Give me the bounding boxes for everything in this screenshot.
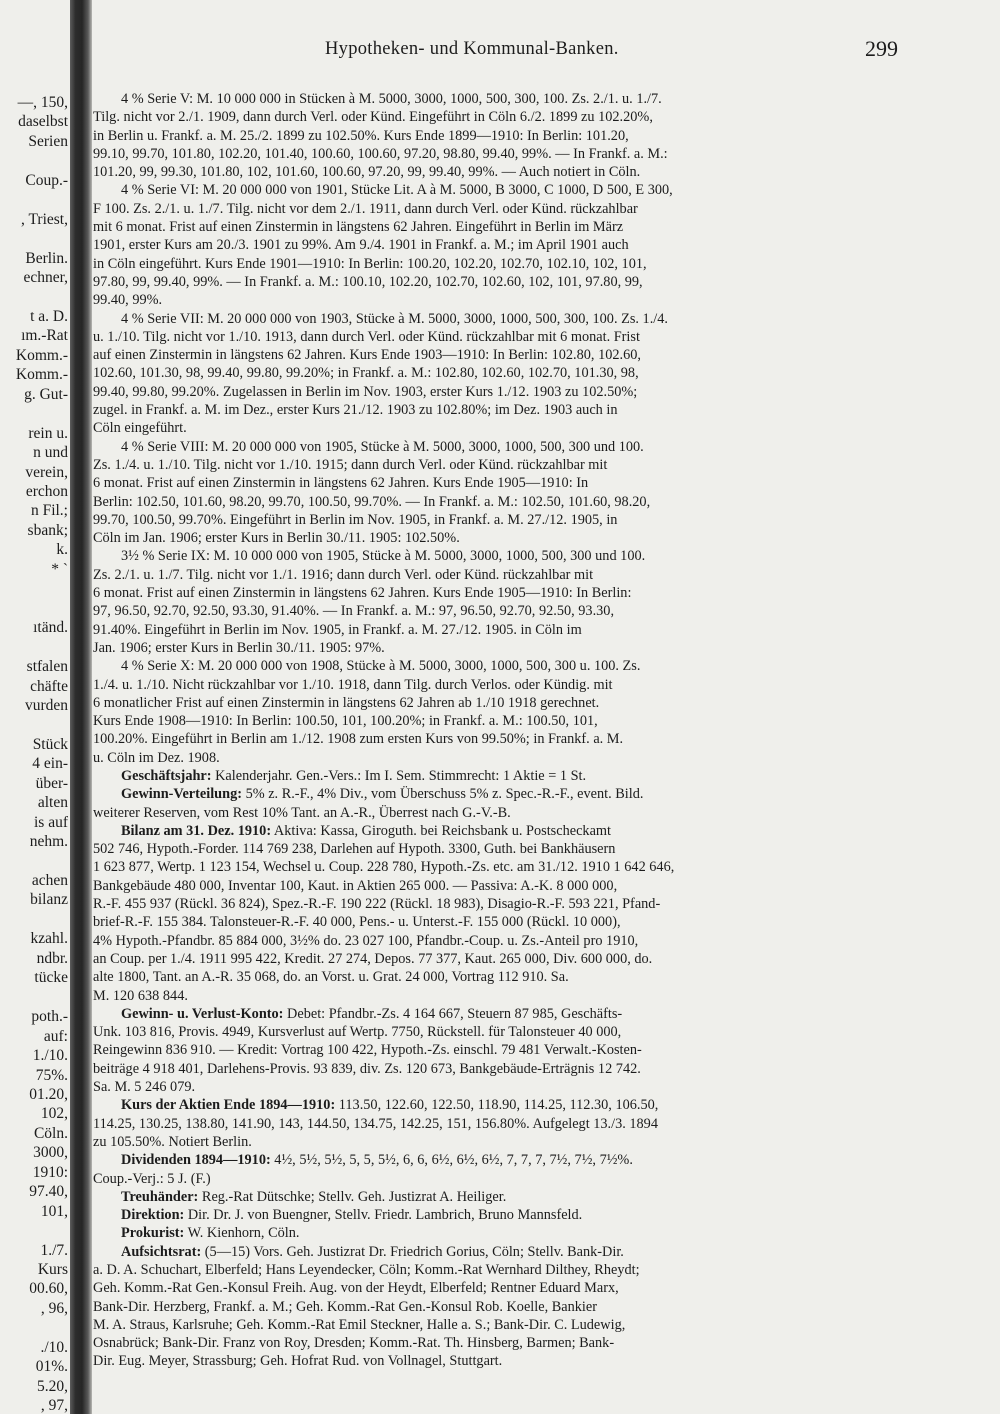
facing-page-line — [0, 909, 68, 930]
text-line: 4 % Serie VII: M. 20 000 000 von 1903, Stücke à M. 5000, 3000, 1000, 500, 300, 100. Zs. 1./4. — [121, 310, 668, 327]
text-line: Reingewinn 836 910. — Kredit: Vortrag 100 422, Hypoth.-Zs. einschl. 79 481 Verwalt.-Kosten- — [93, 1042, 642, 1059]
text-line: 99.40, 99%. — [93, 292, 163, 309]
facing-page-line: , 97, — [40, 1397, 68, 1414]
facing-page-line: 102, — [40, 1105, 68, 1123]
facing-page-line: Komm.- — [15, 346, 68, 364]
facing-page-line: nehm. — [29, 833, 68, 851]
text-line: Bilanz am 31. Dez. 1910: Aktiva: Kassa, Giroguth. bei Reichsbank u. Postscheckamt — [121, 822, 612, 839]
text-line: brief-R.-F. 155 384. Talonsteuer-R.-F. 40 000, Pens.- u. Unterst.-F. 155 000 (Rückl. 10 000), — [93, 914, 621, 931]
text-line: Geschäftsjahr: Kalenderjahr. Gen.-Vers.: Im I. Sem. Stimmrecht: 1 Aktie = 1 St. — [121, 767, 587, 784]
facing-page-line: auf: — [43, 1027, 68, 1045]
text-line: Prokurist: W. Kienhorn, Cöln. — [121, 1225, 300, 1242]
text-line: Dir. Eug. Meyer, Strassburg; Geh. Hofrat Rud. von Vollnagel, Stuttgart. — [93, 1353, 503, 1370]
text-line: 99.70, 100.50, 99.70%. Eingeführt in Berlin im Nov. 1905, in Frankf. a. M. 27./12. 1905, in — [93, 511, 618, 528]
facing-page-line: Cöln. — [33, 1124, 68, 1142]
text-line: zu 105.50%. Notiert Berlin. — [93, 1133, 252, 1150]
facing-page-line: chäfte — [30, 677, 68, 695]
text-line: zugel. in Frankf. a. M. im Dez., erster Kurs 21./12. 1903 zu 102.80%; im Dez. 1903 auch in — [93, 402, 618, 419]
text-line: 3½ % Serie IX: M. 10 000 000 von 1905, Stücke à M. 5000, 3000, 1000, 500, 300 und 100. — [121, 548, 646, 565]
facing-page-line: Stück — [32, 735, 68, 753]
body-text — [93, 90, 907, 1371]
text-line: 4 % Serie X: M. 20 000 000 von 1908, Stücke à M. 5000, 3000, 1000, 500, 300 u. 100. Zs. — [121, 658, 641, 675]
text-line: 100.20%. Eingeführt in Berlin am 1./12. 1908 zum ersten Kurs von 99.50%; in Frankf. a. M. — [93, 731, 624, 748]
running-title: Hypotheken- und Kommunal-Banken. — [325, 39, 619, 59]
binding-gutter — [70, 0, 92, 1414]
text-line: 6 monat. Frist auf einen Zinstermin in längstens 62 Jahren. Kurs Ende 1905—1910: In Berlin: — [93, 585, 632, 602]
text-line: Kurs der Aktien Ende 1894—1910: 113.50, 122.60, 122.50, 118.90, 114.25, 112.30, 106.50, — [121, 1097, 659, 1114]
facing-page-line — [0, 228, 68, 249]
text-line: Geh. Komm.-Rat Gen.-Konsul Freih. Aug. von der Heydt, Elberfeld; Rentner Eduard Marx, — [93, 1280, 619, 1297]
text-line: a. D. A. Schuchart, Elberfeld; Hans Leyendecker, Cöln; Komm.-Rat Wernhard Dilthey, Rheydt; — [93, 1262, 640, 1278]
facing-page-line: —, 150, — [17, 94, 68, 111]
facing-page-line: Kurs — [37, 1261, 68, 1278]
facing-page-line: ./10. — [40, 1338, 68, 1356]
facing-page-line: daselbst — [18, 113, 68, 131]
text-line: Jan. 1906; erster Kurs in Berlin 30./11. 1905: 97%. — [93, 639, 385, 656]
facing-page-line: 5.20, — [37, 1377, 68, 1395]
text-line: 4% Hypoth.-Pfandbr. 85 884 000, 3½% do. 23 027 100, Pfandbr.-Coup. u. Zs.-Anteil pro 1910, — [93, 932, 639, 949]
facing-page-line — [0, 578, 68, 599]
facing-page-line: kzahl. — [30, 930, 68, 948]
text-line: an Coup. per 1./4. 1911 995 422, Kredit. 27 274, Depos. 77 377, Kaut. 265 000, Div. 600 000, do. — [93, 950, 653, 967]
text-line: F 100. Zs. 2./1. u. 1./7. Tilg. nicht vor dem 2./1. 1911, dann durch Verl. oder Künd. rückzahlbar — [93, 200, 638, 217]
text-line: 91.40%. Eingeführt in Berlin im Nov. 1905, in Frankf. a. M. 27./12. 1905. in Cöln im — [93, 621, 582, 638]
facing-page-line: 3000, — [33, 1144, 68, 1162]
text-line: 6 monat. Frist auf einen Zinstermin in längstens 62 Jahren. Kurs Ende 1905—1910: In — [93, 475, 589, 492]
text-line: 97.80, 99, 99.40, 99%. — In Frankf. a. M.: 100.10, 102.20, 102.70, 102.60, 102, 101, 97.80, 99, — [93, 273, 643, 290]
text-line: Dividenden 1894—1910: 4½, 5½, 5½, 5, 5, 5½, 6, 6, 6½, 6½, 6½, 7, 7, 7, 7½, 7½, 7½%. — [121, 1152, 633, 1169]
facing-page-line: 1910: — [32, 1163, 68, 1181]
facing-page-line — [0, 851, 68, 872]
facing-page-line: 1./7. — [40, 1241, 68, 1259]
text-line: 102.60, 101.30, 98, 99.40, 99.80, 99.20%; in Frankf. a. M.: 102.80, 102.60, 102.70, 101.30, 98, — [93, 365, 639, 382]
text-line: Aufsichtsrat: (5—15) Vors. Geh. Justizrat Dr. Friedrich Gorius, Cöln; Stellv. Bank-Dir. — [121, 1243, 624, 1260]
facing-page-line: 01.20, — [29, 1085, 68, 1103]
text-line: Direktion: Dir. Dr. J. von Buengner, Stellv. Friedr. Lambrich, Bruno Mannsfeld. — [121, 1207, 583, 1224]
text-line: u. Cöln im Dez. 1908. — [93, 749, 220, 766]
text-line: Zs. 2./1. u. 1./7. Tilg. nicht vor 1./1. 1916; dann durch Verl. oder Künd. rückzahlbar mit — [93, 566, 594, 583]
facing-page-line — [0, 189, 68, 210]
facing-page-line — [0, 598, 68, 619]
facing-page-line: sbank; — [27, 521, 68, 539]
text-line: Treuhänder: Reg.-Rat Dütschke; Stellv. Geh. Justizrat A. Heiliger. — [121, 1188, 507, 1205]
text-line: beiträge 4 918 401, Darlehens-Provis. 93 839, div. Zs. 120 673, Bankgebäude-Erträgnis 12 742. — [93, 1060, 641, 1077]
facing-page-line: verein, — [25, 463, 68, 481]
text-line: M. 120 638 844. — [93, 987, 188, 1004]
text-line: 4 % Serie VIII: M. 20 000 000 von 1905, Stücke à M. 5000, 3000, 1000, 500, 300 und 100. — [121, 438, 644, 455]
facing-page-line: 00.60, — [29, 1280, 68, 1298]
facing-page-line — [0, 150, 68, 171]
facing-page-line: erchon — [25, 483, 68, 500]
text-line: 99.10, 99.70, 101.80, 102.20, 101.40, 100.60, 100.60, 97.20, 98.80, 99.40, 99%. — In Frankf. a. M.: — [93, 145, 668, 162]
facing-page-line — [0, 637, 68, 658]
text-line: 99.40, 99.80, 99.20%. Zugelassen in Berlin im Nov. 1903, erster Kurs 1./12. 1903 zu 102.50%; — [93, 383, 638, 400]
facing-page-line: alten — [37, 794, 68, 812]
text-line: in Berlin u. Frankf. a. M. 25./2. 1899 zu 102.50%. Kurs Ende 1899—1910: In Berlin: 101.20, — [93, 127, 629, 144]
text-line: u. 1./10. Tilg. nicht vor 1./10. 1913, dann durch Verl. oder Künd. rückzahlbar mit 6 monat. Frist — [93, 328, 640, 345]
facing-page-line — [0, 287, 68, 308]
text-line: Zs. 1./4. u. 1./10. Tilg. nicht vor 1./10. 1915; dann durch Verl. oder Künd. rückzahlbar mit — [93, 456, 608, 473]
facing-page-line: tücke — [34, 969, 68, 987]
facing-page-line: Berlin. — [25, 249, 68, 267]
text-line: auf einen Zinstermin in längstens 62 Jahren. Kurs Ende 1903—1910: In Berlin: 102.80, 102.60, — [93, 347, 641, 364]
facing-page-line: g. Gut- — [24, 385, 68, 403]
facing-page-line: * ` — [51, 560, 68, 578]
text-line: 4 % Serie VI: M. 20 000 000 von 1901, Stücke Lit. A à M. 5000, B 3000, C 1000, D 500, E 300, — [121, 182, 673, 199]
facing-page-line: , Triest, — [21, 210, 68, 228]
text-line: Kurs Ende 1908—1910: In Berlin: 100.50, 101, 100.20%; in Frankf. a. M.: 100.50, 101, — [93, 713, 598, 730]
facing-page-line: t a. D. — [30, 307, 68, 325]
text-line: Berlin: 102.50, 101.60, 98.20, 99.70, 100.50, 99.70%. — In Frankf. a. M.: 102.50, 101.60, 98.20, — [93, 493, 651, 510]
facing-page-line: ım.-Rat — [21, 327, 68, 345]
text-line: 502 746, Hypoth.-Forder. 114 769 238, Darlehen auf Hypoth. 3300, Guth. bei Bankhäusern — [93, 841, 616, 858]
text-line: M. A. Straus, Karlsruhe; Geh. Komm.-Rat Emil Steckner, Halle a. S.; Bank-Dir. C. Ludewig, — [93, 1316, 626, 1333]
text-line: Unk. 103 816, Provis. 4949, Kursverlust auf Wertp. 7750, Rückstell. für Talonsteuer 40 000, — [93, 1024, 622, 1041]
text-line: 97, 96.50, 92.70, 92.50, 93.30, 91.40%. — In Frankf. a. M.: 97, 96.50, 92.70, 92.50, 93.30, — [93, 603, 615, 620]
text-line: Cöln im Jan. 1906; erster Kurs in Berlin 30./11. 1905: 102.50%. — [93, 530, 460, 547]
text-line: Tilg. nicht vor 2./1. 1909, dann durch Verl. oder Künd. Eingeführt in Cöln 6./2. 1899 zu 102.20%, — [93, 109, 653, 126]
text-line: 1./4. u. 1./10. Nicht rückzahlbar vor 1./10. 1918, dann Tilg. durch Verlos. oder Kündig. mit — [93, 676, 613, 693]
text-line: weiterer Reserven, vom Rest 10% Tant. an A.-R., Überrest nach G.-V.-B. — [93, 804, 511, 821]
text-line: Sa. M. 5 246 079. — [93, 1079, 196, 1096]
text-line: Osnabrück; Bank-Dir. Franz von Roy, Dresden; Komm.-Rat. Th. Hinsberg, Barmen; Bank- — [93, 1335, 615, 1352]
facing-page-line: poth.- — [31, 1008, 68, 1026]
facing-page-line: 75%. — [35, 1066, 68, 1084]
facing-page-line: , 96, — [40, 1299, 68, 1317]
text-line: R.-F. 455 937 (Rückl. 36 824), Spez.-R.-F. 190 222 (Rückl. 18 983), Disagio-R.-F. 593 221, Pfand- — [93, 896, 661, 913]
page-header — [92, 36, 912, 66]
text-line: 1 623 877, Wertp. 1 123 154, Wechsel u. Coup. 228 780, Hypoth.-Zs. etc. am 31./12. 1910 1 642 646, — [93, 859, 675, 876]
facing-page-line: 1./10. — [32, 1047, 68, 1065]
text-line: in Cöln eingeführt. Kurs Ende 1901—1910: In Berlin: 100.20, 102.20, 102.70, 102.10, 102, 101, — [93, 255, 647, 272]
facing-page-line: n Fil.; — [30, 502, 68, 520]
page-number: 299 — [865, 36, 898, 61]
facing-page-line: 01%. — [35, 1358, 68, 1376]
facing-page-line: ıtänd. — [33, 619, 68, 637]
facing-page-line: 97.40, — [29, 1183, 68, 1201]
facing-page-line — [0, 1220, 68, 1241]
facing-page-line: achen — [31, 872, 68, 889]
facing-page-line: 4 ein- — [32, 755, 68, 773]
text-line: 6 monatlicher Frist auf einen Zinstermin in längstens 62 Jahren ab 1./10 1918 gerechnet. — [93, 694, 600, 711]
text-line: Coup.-Verj.: 5 J. (F.) — [93, 1170, 211, 1187]
text-line: mit 6 monat. Frist auf einen Zinstermin in längstens 62 Jahren. Eingeführt in Berlin im März — [93, 219, 624, 236]
text-line: Gewinn-Verteilung: 5% z. R.-F., 4% Div., vom Überschuss 5% z. Spec.-R.-F., event. Bild. — [121, 786, 644, 803]
facing-page-line — [0, 1317, 68, 1338]
text-line: 114.25, 130.25, 138.80, 141.90, 143, 144.50, 134.75, 142.25, 151, 156.80%. Aufgelegt 13./3. 1894 — [93, 1115, 658, 1132]
facing-page-line: Coup.- — [25, 171, 68, 189]
text-line: 101.20, 99, 99.30, 101.80, 102, 101.60, 100.60, 97.20, 99, 99.40, 99%. — Auch notiert in Cöln. — [93, 164, 641, 181]
facing-page-fragment — [0, 92, 68, 1414]
facing-page-line: rein u. — [28, 424, 68, 442]
text-line: Cöln eingeführt. — [93, 420, 187, 437]
facing-page-line: echner, — [23, 269, 68, 287]
text-line: 4 % Serie V: M. 10 000 000 in Stücken à M. 5000, 3000, 1000, 500, 300, 100. Zs. 2./1. u. 1./7. — [121, 91, 662, 107]
facing-page-line: 101, — [40, 1202, 68, 1220]
facing-page-line — [0, 403, 68, 424]
facing-page-line: bilanz — [30, 891, 68, 909]
text-line: Bank-Dir. Herzberg, Frankf. a. M.; Geh. Komm.-Rat Gen.-Konsul Rob. Koelle, Bankier — [93, 1298, 597, 1315]
facing-page-line: vurden — [24, 696, 68, 714]
facing-page-line: stfalen — [26, 658, 68, 676]
facing-page-line: n und — [33, 444, 68, 462]
facing-page-line: k. — [56, 541, 68, 559]
facing-page-line — [0, 987, 68, 1008]
text-line: 1901, erster Kurs am 20./3. 1901 zu 99%. Am 9./4. 1901 in Frankf. a. M.; im April 1901 auch — [93, 237, 629, 254]
text-line: Bankgebäude 480 000, Inventar 100, Kaut. in Aktien 265 000. — Passiva: A.-K. 8 000 000, — [93, 877, 618, 894]
facing-page-line: Serien — [28, 132, 68, 150]
text-line: alte 1800, Tant. an A.-R. 35 068, do. an Vorst. u. Grat. 24 000, Vortrag 112 910. Sa. — [93, 969, 569, 986]
facing-page-line: über- — [35, 774, 68, 792]
facing-page-line: Komm.- — [15, 366, 68, 384]
facing-page-line — [0, 714, 68, 735]
facing-page-line: is auf — [33, 813, 68, 831]
text-line: Gewinn- u. Verlust-Konto: Debet: Pfandbr.-Zs. 4 164 667, Steuern 87 985, Geschäfts- — [121, 1005, 623, 1022]
facing-page-line: ndbr. — [36, 949, 68, 967]
